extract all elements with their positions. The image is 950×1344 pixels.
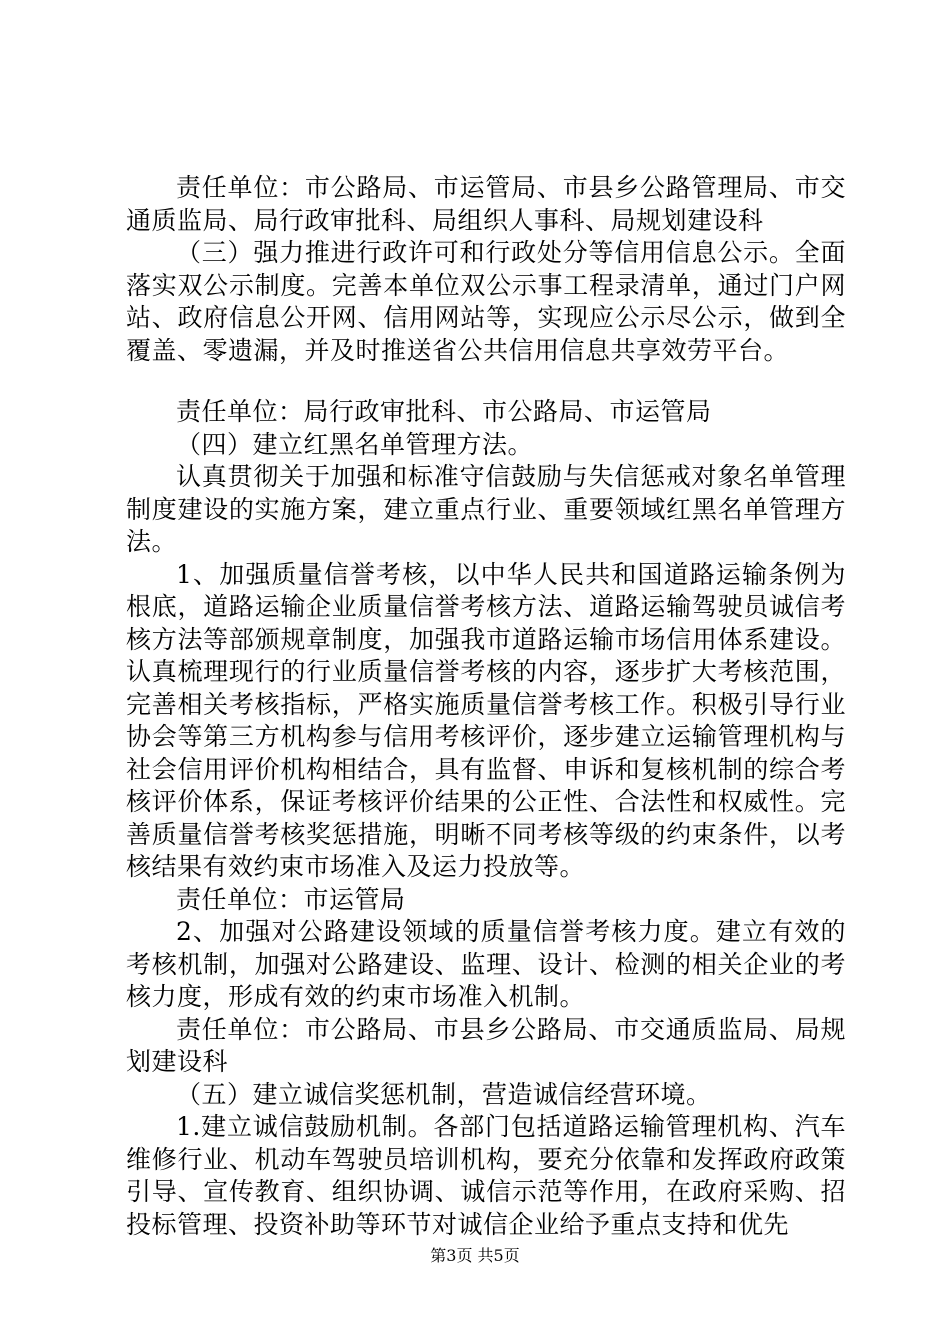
paragraph-responsible-units-4: 责任单位：市公路局、市县乡公路局、市交通质监局、局规划建设科: [126, 1014, 846, 1076]
paragraph-item-1-incentive: 1.建立诚信鼓励机制。各部门包括道路运输管理机构、汽车维修行业、机动车驾驶员培训机构，要充分依靠和发挥政府政策引导、宣传教育、组织协调、诚信示范等作用，在政府采购、招投标管理、投资补助等环节对诚信企业给予重点支持和优先: [126, 1112, 846, 1239]
paragraph-item-2-highway-construction: 2、加强对公路建设领域的质量信誉考核力度。建立有效的考核机制，加强对公路建设、监理、设计、检测的相关企业的考核力度，形成有效的约束市场准入机制。: [126, 917, 846, 1011]
page-footer: 第3页 共5页: [430, 1246, 520, 1265]
paragraph-section-4-intro: 认真贯彻关于加强和标准守信鼓励与失信惩戒对象名单管理制度建设的实施方案，建立重点行业、重要领域红黑名单管理方法。: [126, 462, 846, 556]
paragraph-section-4-heading: （四）建立红黑名单管理方法。: [176, 429, 534, 459]
paragraph-responsible-units-3: 责任单位：市运管局: [176, 884, 406, 914]
paragraph-section-3: （三）强力推进行政许可和行政处分等信用信息公示。全面落实双公示制度。完善本单位双公示事工程录清单，通过门户网站、政府信息公开网、信用网站等，实现应公示尽公示，做到全覆盖、零遗漏，并及时推送省公共信用信息共享效劳平台。: [126, 238, 846, 365]
paragraph-responsible-units-1: 责任单位：市公路局、市运管局、市县乡公路管理局、市交通质监局、局行政审批科、局组织人事科、局规划建设科: [126, 173, 846, 235]
paragraph-responsible-units-2: 责任单位：局行政审批科、市公路局、市运管局: [176, 397, 712, 426]
paragraph-section-5-heading: （五）建立诚信奖惩机制，营造诚信经营环境。: [176, 1079, 712, 1109]
paragraph-item-1-quality-credit: 1、加强质量信誉考核，以中华人民共和国道路运输条例为根底，道路运输企业质量信誉考核方法、道路运输驾驶员诚信考核方法等部颁规章制度，加强我市道路运输市场信用体系建设。认真梳理现行的行业质量信誉考核的内容，逐步扩大考核范围，完善相关考核指标，严格实施质量信誉考核工作。积极引导行业协会等第三方机构参与信用考核评价，逐步建立运输管理机构与社会信用评价机构相结合，具有监督、申诉和复核机制的综合考核评价体系，保证考核评价结果的公正性、合法性和权威性。完善质量信誉考核奖惩措施，明晰不同考核等级的约束条件，以考核结果有效约束市场准入及运力投放等。: [126, 559, 846, 881]
document-body: [126, 172, 846, 1241]
